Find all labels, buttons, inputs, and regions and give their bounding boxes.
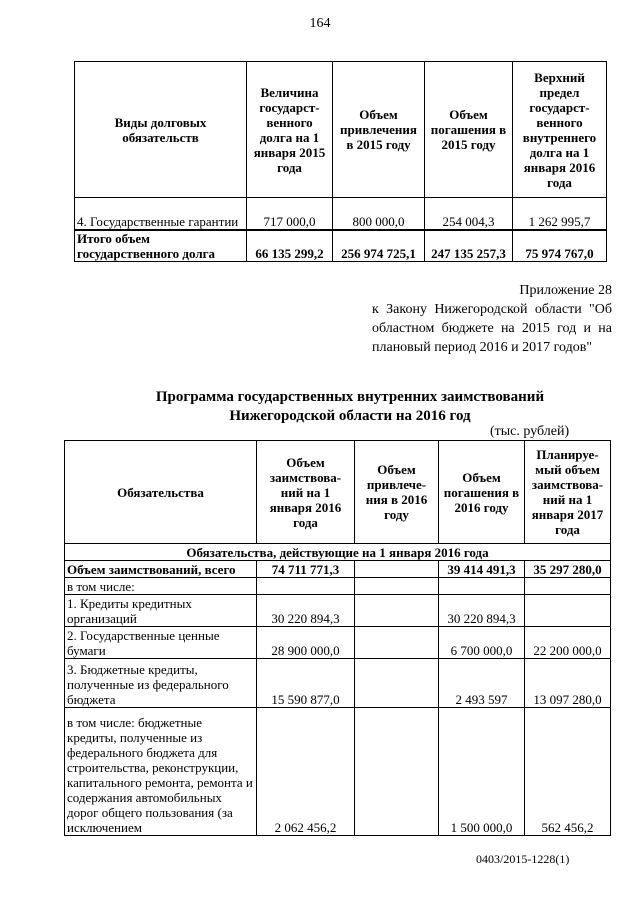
table-row <box>65 659 611 708</box>
row-label: Итого объем государственного долга <box>75 230 247 262</box>
appendix-body: к Закону Нижегородской области "Об областном бюджете на 2015 год и на плановый период 2016 и 2017 годов" <box>372 302 612 355</box>
cell-value <box>355 561 439 578</box>
cell-value: 2 062 456,2 <box>257 708 355 836</box>
cell-value <box>355 659 439 708</box>
cell-value <box>439 578 525 595</box>
cell-value <box>525 578 611 595</box>
row-label: в том числе: <box>65 578 257 595</box>
table-row <box>65 627 611 659</box>
header-repayment-2015: Объем погашения в 2015 году <box>425 62 513 198</box>
header-borrowing-2015: Объем привлечения в 2015 году <box>333 62 425 198</box>
header-borrowing-2016: Объем привлече-ния в 2016 году <box>355 441 439 544</box>
cell-value <box>355 595 439 627</box>
cell-value: 256 974 725,1 <box>333 230 425 262</box>
appendix-title: Приложение 28 <box>519 283 612 298</box>
program-title-line-1: Программа государственных внутренних заимствований <box>155 389 545 405</box>
row-label: в том числе: бюджетные кредиты, полученные из федерального бюджета для строительства, реконструкции, капитального ремонта, ремонта и содержания автомобильных дорог общего пользования (за исключением <box>65 708 257 836</box>
cell-value: 1 262 995,7 <box>513 198 607 230</box>
table-row <box>65 595 611 627</box>
cell-value: 28 900 000,0 <box>257 627 355 659</box>
document-code: 0403/2015-1228(1) <box>476 852 570 866</box>
appendix-note <box>372 281 612 357</box>
cell-value: 254 004,3 <box>425 198 513 230</box>
table-total-row <box>65 561 611 578</box>
table-row <box>65 578 611 595</box>
cell-value: 562 456,2 <box>525 708 611 836</box>
header-obligations: Обязательства <box>65 441 257 544</box>
cell-value: 30 220 894,3 <box>257 595 355 627</box>
debt-table-2015 <box>74 61 607 262</box>
cell-value: 247 135 257,3 <box>425 230 513 262</box>
row-label: 2. Государственные ценные бумаги <box>65 627 257 659</box>
table-total-row <box>75 230 607 262</box>
header-debt-2015: Величина государст-венного долга на 1 января 2015 года <box>247 62 333 198</box>
cell-value: 30 220 894,3 <box>439 595 525 627</box>
table-header-row <box>65 441 611 544</box>
row-label: 4. Государственные гарантии <box>75 198 247 230</box>
cell-value: 6 700 000,0 <box>439 627 525 659</box>
cell-value: 22 200 000,0 <box>525 627 611 659</box>
table-header-row <box>75 62 607 198</box>
header-planned-2017: Планируе-мый объем заимствова-ний на 1 января 2017 года <box>525 441 611 544</box>
cell-value: 75 974 767,0 <box>513 230 607 262</box>
borrowing-program-table <box>64 440 611 836</box>
cell-value <box>257 578 355 595</box>
header-repayment-2016: Объем погашения в 2016 году <box>439 441 525 544</box>
row-label: 1. Кредиты кредитных организаций <box>65 595 257 627</box>
section-title: Обязательства, действующие на 1 января 2016 года <box>65 544 611 561</box>
cell-value: 39 414 491,3 <box>439 561 525 578</box>
units-note: (тыс. рублей) <box>490 424 570 439</box>
table-row <box>75 198 607 230</box>
header-debt-limit-2016: Верхний предел государст-венного внутреннего долга на 1 января 2016 года <box>513 62 607 198</box>
page-number: 164 <box>309 16 331 31</box>
cell-value: 66 135 299,2 <box>247 230 333 262</box>
cell-value <box>525 595 611 627</box>
cell-value: 13 097 280,0 <box>525 659 611 708</box>
cell-value: 1 500 000,0 <box>439 708 525 836</box>
cell-value <box>355 708 439 836</box>
cell-value <box>355 578 439 595</box>
cell-value: 35 297 280,0 <box>525 561 611 578</box>
cell-value: 15 590 877,0 <box>257 659 355 708</box>
cell-value: 74 711 771,3 <box>257 561 355 578</box>
header-debt-kind: Виды долговых обязательств <box>75 62 247 198</box>
row-label: 3. Бюджетные кредиты, полученные из федерального бюджета <box>65 659 257 708</box>
cell-value <box>355 627 439 659</box>
cell-value: 800 000,0 <box>333 198 425 230</box>
program-title-line-2: Нижегородской области на 2016 год <box>229 408 471 424</box>
cell-value: 2 493 597 <box>439 659 525 708</box>
table-row <box>65 708 611 836</box>
section-row <box>65 544 611 561</box>
row-label: Объем заимствований, всего <box>65 561 257 578</box>
cell-value: 717 000,0 <box>247 198 333 230</box>
program-title <box>0 388 640 426</box>
header-volume-2016: Объем заимствова-ний на 1 января 2016 года <box>257 441 355 544</box>
